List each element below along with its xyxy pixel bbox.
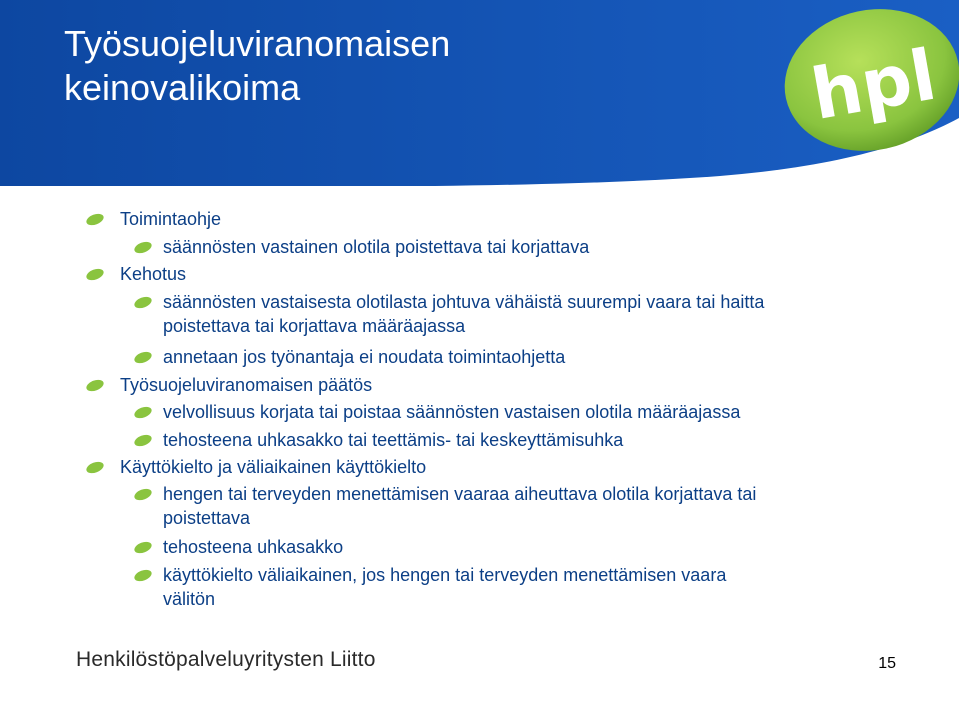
sub-bullet-item [163,345,883,369]
header-band [0,0,959,186]
bullet-item [120,207,221,231]
bullet-line: Kehotus [120,264,187,284]
bullet-line: tehosteena uhkasakko [163,537,344,557]
bullet-marker-icon [85,213,105,226]
sub-bullet-item [163,428,883,452]
bullet-marker-icon [133,488,153,501]
page-number: 15 [878,655,896,672]
svg-text:hpl: hpl [805,33,942,136]
bullet-item [120,373,372,397]
bullet-item [120,262,186,286]
sub-bullet-item [163,563,883,611]
sub-bullet-item [163,290,883,338]
bullet-line: Työsuojeluviranomaisen päätös [120,375,373,395]
bullet-marker-icon [133,296,153,309]
bullet-line: hengen tai terveyden menettämisen vaaraa aiheuttava olotila korjattava tai [163,484,757,504]
sub-bullet-item [163,235,883,259]
bullet-marker-icon [133,569,153,582]
bullet-line: välitön [163,589,216,609]
bullet-line: käyttökielto väliaikainen, jos hengen tai terveyden menettämisen vaara [163,565,727,585]
sub-bullet-item [163,400,883,424]
hpl-logo [772,2,959,157]
bullet-marker-icon [85,461,105,474]
bullet-line: velvollisuus korjata tai poistaa säännösten vastaisen olotila määräajassa [163,402,741,422]
sub-bullet-item [163,535,883,559]
bullet-marker-icon [133,406,153,419]
bullet-line: annetaan jos työnantaja ei noudata toimintaohjetta [163,347,566,367]
bullet-line: säännösten vastainen olotila poistettava tai korjattava [163,237,590,257]
bullet-line: tehosteena uhkasakko tai teettämis- tai keskeyttämisuhka [163,430,624,450]
page-title [64,22,450,110]
bullet-line: säännösten vastaisesta olotilasta johtuva vähäistä suurempi vaara tai haitta [163,292,765,312]
bullet-marker-icon [133,541,153,554]
bullet-marker-icon [133,241,153,254]
bullet-marker-icon [133,434,153,447]
bullet-line: poistettava tai korjattava määräajassa [163,316,466,336]
bullet-marker-icon [85,268,105,281]
title-line-1: Työsuojeluviranomaisen [64,23,451,64]
bullet-marker-icon [85,379,105,392]
bullet-line: Käyttökielto ja väliaikainen käyttökielto [120,457,427,477]
sub-bullet-item [163,482,883,530]
footer-organization: Henkilöstöpalveluyritysten Liitto [76,648,376,671]
bullet-line: Toimintaohje [120,209,222,229]
bullet-line: poistettava [163,508,251,528]
bullet-marker-icon [133,351,153,364]
title-line-2: keinovalikoima [64,67,301,108]
bullet-item [120,455,426,479]
